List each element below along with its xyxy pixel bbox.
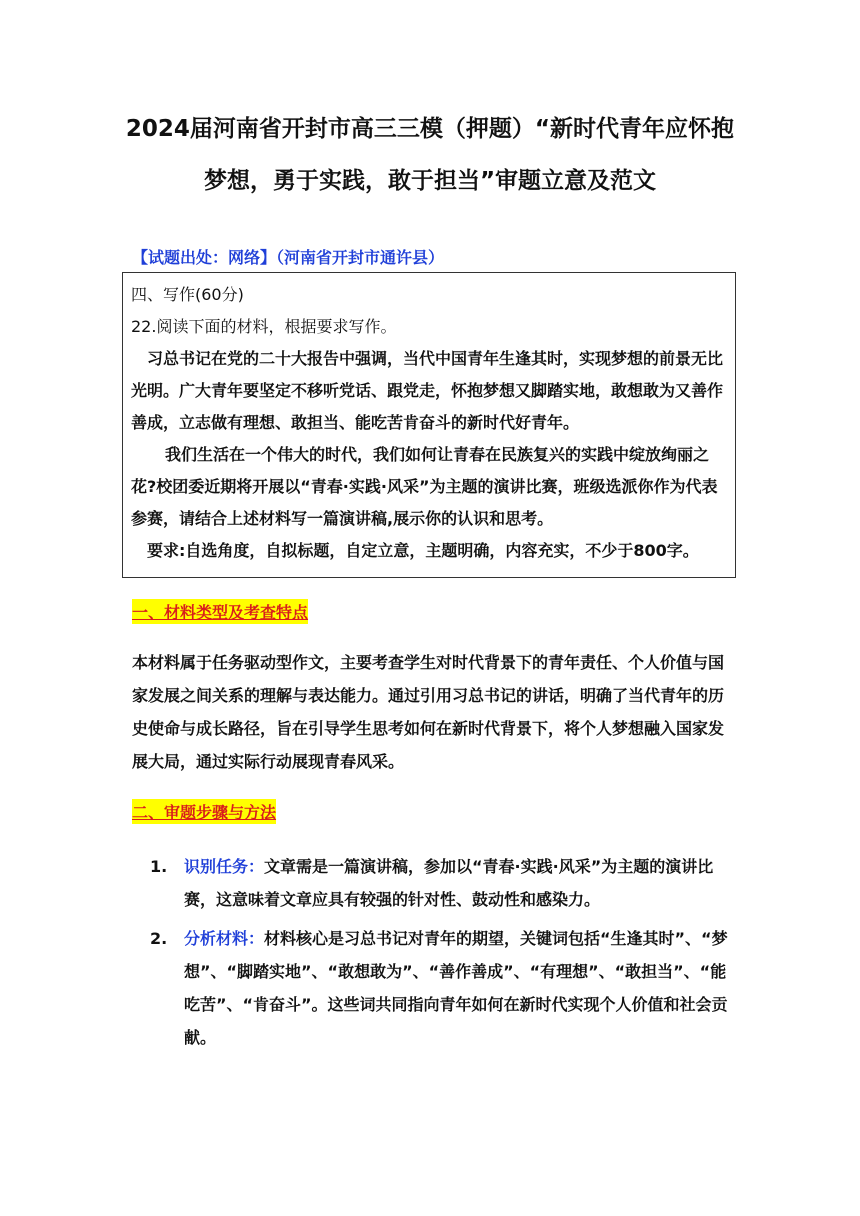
step-number: 1. bbox=[150, 857, 168, 876]
step-lead: 识别任务： bbox=[184, 857, 265, 876]
step-content bbox=[184, 850, 740, 916]
task-material-para-2: 我们生活在一个伟大的时代，我们如何让青春在民族复兴的实践中绽放绚丽之花?校团委近期将开展以“青春·实践·风采”为主题的演讲比赛，班级选派你作为代表参赛，请结合上述材料写一篇演讲稿,展示你的认识和思考。 bbox=[131, 445, 718, 528]
section-1-heading: 一、材料类型及考查特点 bbox=[132, 599, 308, 624]
section-1-body: 本材料属于任务驱动型作文，主要考查学生对时代背景下的青年责任、个人价值与国家发展之间关系的理解与表达能力。通过引用习总书记的讲话，明确了当代青年的历史使命与成长路径，旨在引导学生思考如何在新时代背景下，将个人梦想融入国家发展大局，通过实际行动展现青春风采。 bbox=[132, 653, 725, 771]
section-2-heading: 二、审题步骤与方法 bbox=[132, 799, 276, 824]
title-line-1: 2024届河南省开封市高三三模（押题）“新时代青年应怀抱 bbox=[125, 116, 735, 142]
title-line-2: 梦想，勇于实践，敢于担当”审题立意及范文 bbox=[203, 168, 657, 194]
task-question: 22.阅读下面的材料，根据要求写作。 bbox=[131, 317, 397, 336]
step-item-1 bbox=[150, 850, 740, 916]
task-requirement: 要求:自选角度，自拟标题，自定立意，主题明确，内容充实，不少于800字。 bbox=[147, 541, 699, 560]
step-lead: 分析材料： bbox=[184, 929, 265, 948]
step-item-2 bbox=[150, 922, 740, 1054]
step-text: 文章需是一篇演讲稿，参加以“青春·实践·风采”为主题的演讲比赛，这意味着文章应具有较强的针对性、鼓动性和感染力。 bbox=[184, 857, 714, 909]
task-section-label: 四、写作(60分) bbox=[131, 285, 244, 304]
step-number: 2. bbox=[150, 929, 168, 948]
document-title bbox=[100, 103, 760, 207]
task-material-para-1: 习总书记在党的二十大报告中强调，当代中国青年生逢其时，实现梦想的前景无比光明。广大青年要坚定不移听党话、跟党走，怀抱梦想又脚踏实地，敢想敢为又善作善成，立志做有理想、敢担当、能吃苦肯奋斗的新时代好青年。 bbox=[131, 349, 724, 432]
step-content bbox=[184, 922, 740, 1054]
source-note: 【试题出处：网络】（河南省开封市通许县） bbox=[132, 248, 445, 267]
step-text: 材料核心是习总书记对青年的期望，关键词包括“生逢其时”、“梦想”、“脚踏实地”、“敢想敢为”、“善作善成”、“有理想”、“敢担当”、“能吃苦”、“肯奋斗”。这些词共同指向青年如何在新时代实现个人价值和社会贡献。 bbox=[184, 929, 728, 1047]
writing-task-box bbox=[122, 272, 736, 578]
